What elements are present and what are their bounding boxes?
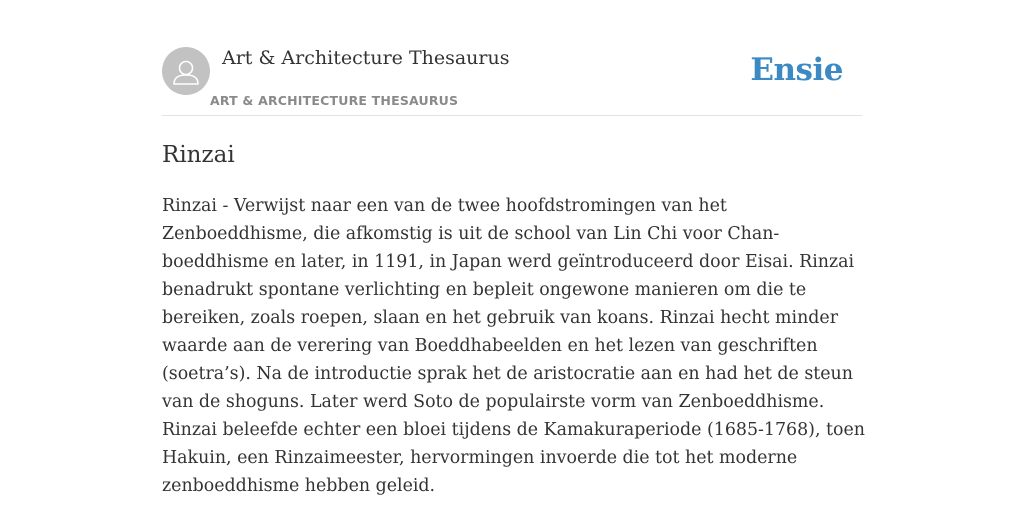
ensie-logo[interactable]: Ensie — [750, 52, 843, 88]
avatar[interactable] — [162, 47, 210, 95]
user-silhouette-icon — [162, 47, 210, 95]
card-header — [162, 0, 862, 116]
entry-term: Rinzai — [162, 142, 235, 168]
definition-card — [162, 0, 865, 496]
source-subtitle[interactable]: ART & ARCHITECTURE THESAURUS — [210, 93, 459, 108]
entry-definition: Rinzai - Verwijst naar een van de twee hoofdstromingen van het Zenboeddhisme, die afkomstig is uit de school van Lin Chi voor Chan-boeddhisme en later, in 1191, in Japan werd geïntroduceerd door Eisai. Rinzai benadrukt spontane verlichting en bepleit ongewone manieren om die te bereiken, zoals roepen, slaan en het gebruik van koans. Rinzai hecht minder waarde aan de verering van Boeddhabeelden en het lezen van geschriften (soetra’s). Na de introductie sprak het de aristocratie aan en had het de steun van de shoguns. Later werd Soto de populairste vorm van Zenboeddhisme. Rinzai beleefde echter een bloei tijdens de Kamakuraperiode (1685-1768), toen Hakuin, een Rinzaimeester, hervormingen invoerde die tot het moderne zenboeddhisme hebben geleid. — [162, 196, 865, 496]
source-title[interactable]: Art & Architecture Thesaurus — [222, 47, 510, 69]
